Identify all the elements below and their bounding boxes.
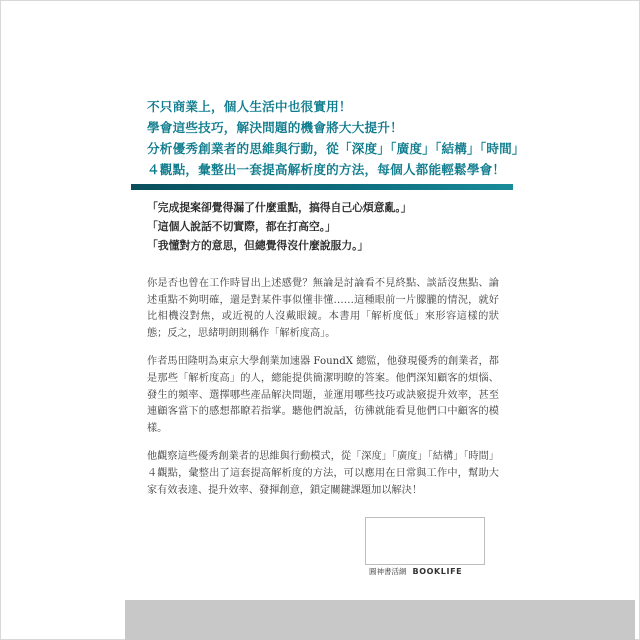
headline-line: 不只商業上，個人生活中也很實用！ bbox=[147, 99, 352, 114]
headline-line: ４觀點，彙整出一套提高解析度的方法，每個人都能輕鬆學會！ bbox=[147, 162, 506, 177]
teal-divider bbox=[131, 184, 513, 190]
quote-line: 「完成提案卻覺得漏了什麼重點，搞得自己心煩意亂。」 bbox=[147, 201, 412, 214]
quote-line: 「我懂對方的意思，但總覺得沒什麼說服力。」 bbox=[147, 239, 369, 252]
body-paragraph: 作者馬田隆明為東京大學創業加速器 FoundX 總監，他發現優秀的創業者，都是那些「解析度高」的人，總能提供簡潔明瞭的答案。他們深知顧客的煩惱、發生的頻率、選擇哪些產品解決問題，並運用哪些技巧或訣竅提升效率，甚至連顧客當下的感想都瞭若指掌。聽他們說話，彷彿就能看見他們口中顧客的模樣。 bbox=[147, 356, 499, 434]
headline-line: 分析優秀創業者的思維與行動，從「深度」「廣度」「結構」「時間」 bbox=[147, 141, 525, 156]
publisher-brand: BOOKLIFE bbox=[412, 567, 463, 576]
body-paragraph: 他觀察這些優秀創業者的思維與行動模式，從「深度」「廣度」「結構」「時間」４觀點，彙整出了這套提高解析度的方法，可以應用在日常與工作中，幫助大家有效表達、提升效率、發揮創意，鎖定關鍵課題加以解決！ bbox=[147, 451, 499, 496]
headline-block bbox=[147, 96, 525, 180]
barcode-placeholder bbox=[365, 517, 485, 565]
publisher-name: 圓神書活網 bbox=[369, 567, 407, 576]
quote-line: 「這個人說話不切實際，都在打高空。」 bbox=[147, 220, 336, 233]
quote-block bbox=[147, 198, 507, 255]
body-paragraph: 你是否也曾在工作時冒出上述感覺？無論是討論看不見終點、談話沒焦點、論述重點不夠明確，還是對某件事似懂非懂……這種眼前一片朦朧的情況，就好比相機沒對焦，或近視的人沒戴眼鏡。本書用「解析度低」來形容這樣的狀態；反之，思緒明朗則稱作「解析度高」。 bbox=[147, 278, 499, 339]
body-text bbox=[147, 276, 499, 511]
headline-line: 學會這些技巧，解決問題的機會將大大提升！ bbox=[147, 120, 403, 135]
bottom-band bbox=[125, 600, 635, 640]
publisher-logo bbox=[369, 567, 489, 577]
